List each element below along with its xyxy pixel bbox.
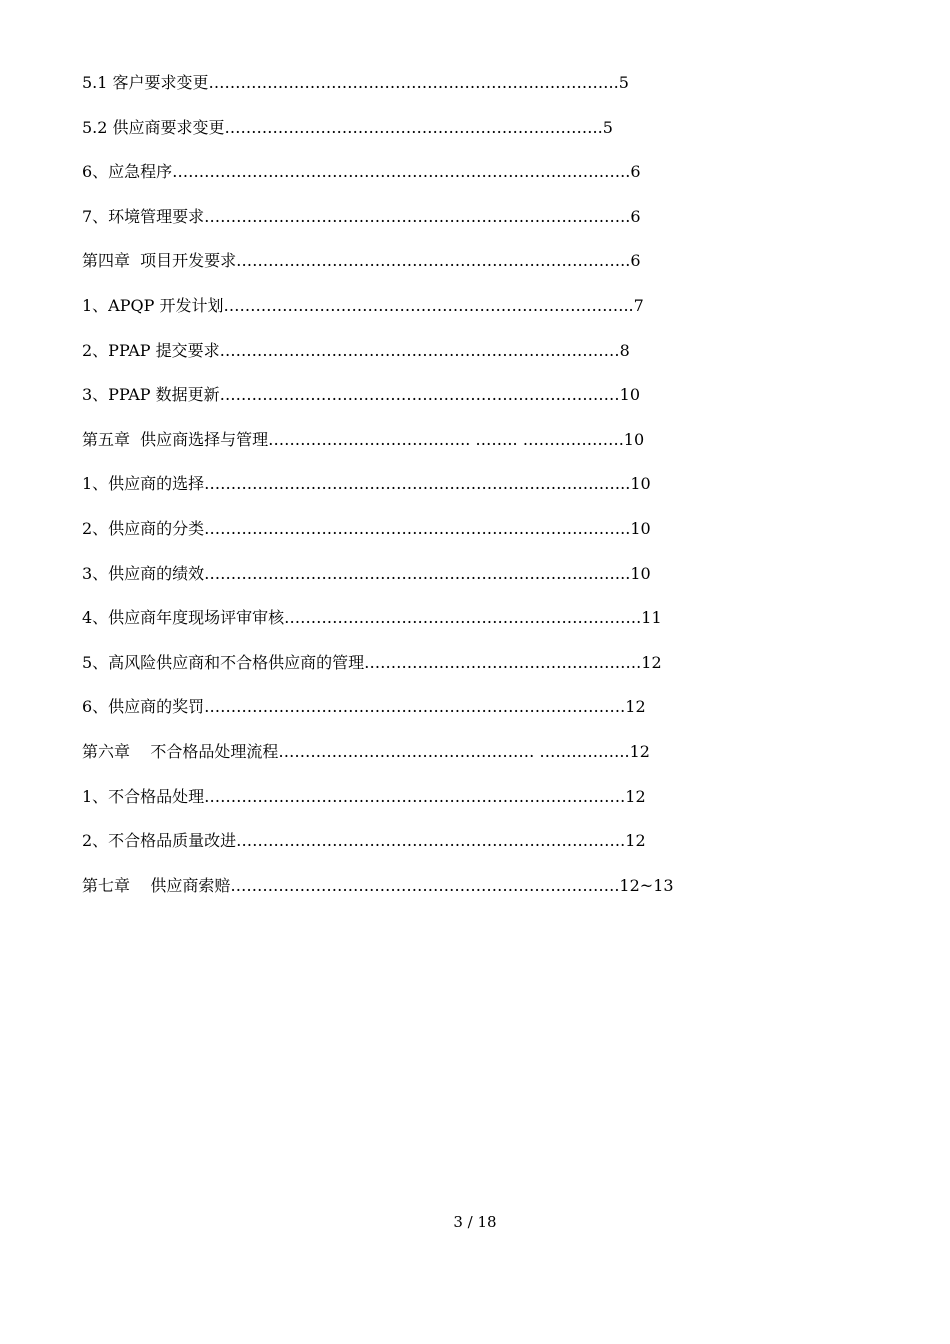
toc-entry: 1、供应商的选择……………………………………………………………………..10	[82, 474, 651, 494]
toc-entry: 第五章 供应商选择与管理……………………………….. …….. ……………….10	[82, 429, 645, 449]
toc-entry: 2、供应商的分类……………………………………………………………………..10	[82, 518, 651, 538]
toc-entry: 6、应急程序…………………………………………………………………………..6	[82, 162, 641, 182]
toc-entry: 2、PPAP 提交要求…………………………………………………………………8	[82, 340, 630, 360]
toc-entry: 第四章 项目开发要求………………………………………………………………..6	[82, 251, 641, 271]
toc-entry: 5.1 客户要求变更…………………………………………………………………..5	[82, 73, 629, 92]
toc-entry: 1、不合格品处理…………………………………………………………………….12	[82, 786, 646, 806]
toc-entry: 5、高风险供应商和不合格供应商的管理…………………………………………….12	[82, 652, 662, 672]
toc-entry: 3、PPAP 数据更新…………………………………………………………………10	[82, 385, 641, 405]
toc-entry: 第六章 不合格品处理流程………………………………………… ……………..12	[82, 741, 650, 761]
toc-entry: 6、供应商的奖罚…………………………………………………………………….12	[82, 697, 646, 717]
toc-entry: 1、APQP 开发计划…………………………………………………………………..7	[82, 295, 644, 315]
toc-entry: 4、供应商年度现场评审审核………………………………………………………….11	[82, 608, 662, 628]
toc-entry: 第七章 供应商索赔……………………………………………………………….12~13	[82, 875, 674, 895]
toc-entry: 7、环境管理要求……………………………………………………………………..6	[82, 206, 641, 226]
toc-entry: 3、供应商的绩效……………………………………………………………………..10	[82, 563, 651, 583]
page-number: 3 / 18	[453, 1213, 497, 1231]
table-of-contents	[82, 71, 802, 918]
toc-entry: 5.2 供应商要求变更……………………………………………………………..5	[82, 117, 613, 137]
toc-entry: 2、不合格品质量改进……………………………………………………………….12	[82, 831, 646, 851]
